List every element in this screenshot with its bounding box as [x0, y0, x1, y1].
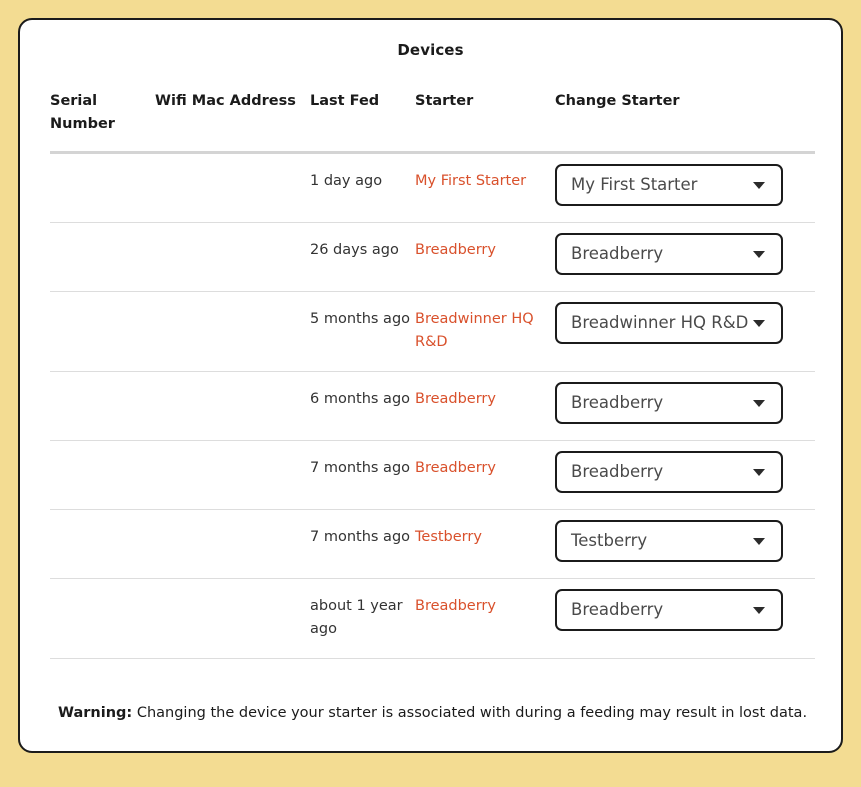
table-row — [50, 291, 815, 371]
table-body — [50, 152, 815, 658]
cell-change-starter — [555, 291, 815, 371]
cell-starter — [415, 440, 555, 509]
table-row — [50, 509, 815, 578]
cell-last-fed: 5 months ago — [310, 291, 415, 371]
cell-change-starter — [555, 578, 815, 658]
starter-link[interactable]: My First Starter — [415, 172, 527, 189]
starter-link[interactable]: Breadberry — [415, 390, 496, 407]
change-starter-select[interactable] — [555, 233, 783, 275]
cell-serial-number — [50, 509, 155, 578]
change-starter-select[interactable] — [555, 164, 783, 206]
cell-last-fed: 1 day ago — [310, 152, 415, 222]
cell-starter — [415, 222, 555, 291]
chevron-down-icon — [753, 538, 765, 545]
starter-link[interactable]: Testberry — [415, 528, 482, 545]
column-header-last-fed: Last Fed — [310, 78, 415, 152]
column-header-change-starter: Change Starter — [555, 78, 815, 152]
warning-label: Warning: — [58, 705, 133, 721]
change-starter-selected-value: Breadberry — [571, 599, 664, 619]
change-starter-select[interactable] — [555, 520, 783, 562]
cell-change-starter — [555, 509, 815, 578]
table-row — [50, 578, 815, 658]
cell-serial-number — [50, 371, 155, 440]
cell-change-starter — [555, 371, 815, 440]
cell-serial-number — [50, 152, 155, 222]
cell-serial-number — [50, 291, 155, 371]
cell-serial-number — [50, 440, 155, 509]
devices-table — [50, 78, 815, 659]
cell-starter — [415, 509, 555, 578]
table-row — [50, 222, 815, 291]
cell-change-starter — [555, 152, 815, 222]
cell-wifi-mac-address — [155, 578, 310, 658]
warning-text: Changing the device your starter is associated with during a feeding may result in lost data. — [136, 705, 808, 721]
chevron-down-icon — [753, 182, 765, 189]
change-starter-selected-value: Breadberry — [571, 392, 664, 412]
devices-card — [18, 18, 843, 753]
cell-wifi-mac-address — [155, 291, 310, 371]
change-starter-selected-value: Breadberry — [571, 243, 664, 263]
cell-last-fed: about 1 year ago — [310, 578, 415, 658]
starter-link[interactable]: Breadberry — [415, 597, 496, 614]
starter-link[interactable]: Breadberry — [415, 241, 496, 258]
change-starter-selected-value: My First Starter — [571, 174, 698, 194]
cell-change-starter — [555, 440, 815, 509]
starter-link[interactable]: Breadberry — [415, 459, 496, 476]
column-header-wifi-mac-address: Wifi Mac Address — [155, 78, 310, 152]
cell-serial-number — [50, 222, 155, 291]
table-row — [50, 152, 815, 222]
change-starter-select[interactable] — [555, 451, 783, 493]
page-title: Devices — [397, 41, 464, 59]
change-starter-selected-value: Breadwinner HQ R&D — [571, 312, 749, 332]
cell-wifi-mac-address — [155, 509, 310, 578]
cell-last-fed: 7 months ago — [310, 440, 415, 509]
cell-wifi-mac-address — [155, 371, 310, 440]
devices-table-wrapper — [50, 78, 811, 659]
change-starter-selected-value: Breadberry — [571, 461, 664, 481]
cell-last-fed: 26 days ago — [310, 222, 415, 291]
change-starter-select[interactable] — [555, 589, 783, 631]
table-header-row — [50, 78, 815, 152]
chevron-down-icon — [753, 320, 765, 327]
change-starter-select[interactable] — [555, 382, 783, 424]
cell-last-fed: 6 months ago — [310, 371, 415, 440]
cell-wifi-mac-address — [155, 152, 310, 222]
change-starter-select[interactable] — [555, 302, 783, 344]
chevron-down-icon — [753, 469, 765, 476]
table-header — [50, 78, 815, 152]
chevron-down-icon — [753, 400, 765, 407]
column-header-serial-number: Serial Number — [50, 78, 155, 152]
change-starter-selected-value: Testberry — [571, 530, 648, 550]
table-row — [50, 440, 815, 509]
cell-wifi-mac-address — [155, 222, 310, 291]
warning-note — [58, 705, 807, 721]
cell-starter — [415, 578, 555, 658]
cell-change-starter — [555, 222, 815, 291]
column-header-starter: Starter — [415, 78, 555, 152]
cell-starter — [415, 152, 555, 222]
starter-link[interactable]: Breadwinner HQ R&D — [415, 310, 534, 351]
cell-starter — [415, 371, 555, 440]
cell-starter — [415, 291, 555, 371]
cell-serial-number — [50, 578, 155, 658]
cell-last-fed: 7 months ago — [310, 509, 415, 578]
table-row — [50, 371, 815, 440]
chevron-down-icon — [753, 251, 765, 258]
cell-wifi-mac-address — [155, 440, 310, 509]
chevron-down-icon — [753, 607, 765, 614]
